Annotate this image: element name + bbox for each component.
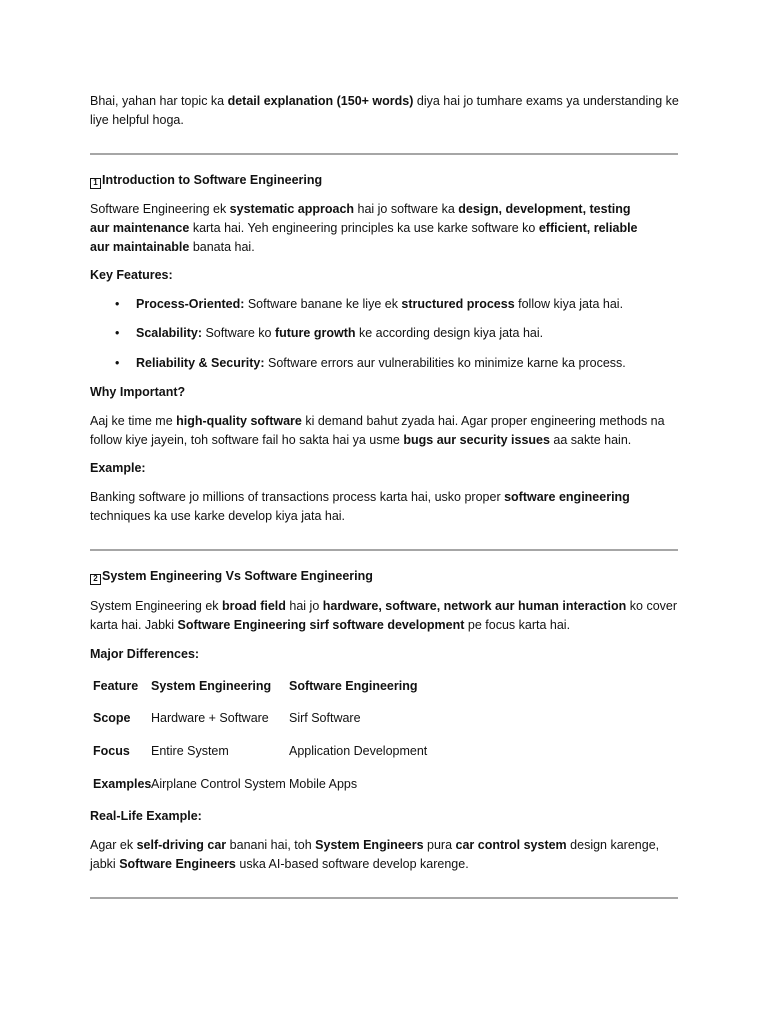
s2-text-4: pe focus karta hai. bbox=[464, 618, 571, 632]
table-cell: Scope bbox=[93, 711, 131, 725]
feature-end: ke according design kiya jata hai. bbox=[355, 326, 544, 340]
why-bold-2: bugs aur security issues bbox=[403, 433, 550, 447]
real-life-example-paragraph bbox=[90, 836, 680, 874]
example-paragraph bbox=[90, 488, 650, 526]
table-cell: Mobile Apps bbox=[289, 777, 358, 791]
section1-title: Introduction to Software Engineering bbox=[102, 173, 323, 187]
table-cell: Airplane Control System bbox=[151, 777, 286, 791]
s2-text-3: ko cover karta hai. Jabki bbox=[90, 599, 678, 632]
table-cell: Focus bbox=[93, 744, 130, 758]
intro-text: Bhai, yahan har topic ka bbox=[90, 94, 228, 108]
intro-text-end: diya hai jo tumhare exams ya understanding ke liye helpful hoga. bbox=[90, 94, 679, 127]
rl-bold-2: System Engineers bbox=[315, 838, 424, 852]
feature-bold: Process-Oriented: bbox=[136, 297, 245, 311]
s1-bold-2: design, development, testing aur maintenance bbox=[90, 202, 631, 235]
s1-text-1: Software Engineering ek bbox=[90, 202, 230, 216]
rl-text-1: Agar ek bbox=[90, 838, 137, 852]
real-life-example-label: Real-Life Example: bbox=[90, 809, 202, 823]
divider-1 bbox=[90, 153, 678, 155]
s1-text-3: karta hai. Yeh engineering principles ka use karke software ko bbox=[189, 221, 539, 235]
table-header: System Engineering bbox=[151, 679, 272, 693]
s1-text-4: banata hai. bbox=[189, 240, 255, 254]
table-header: Feature bbox=[93, 679, 139, 693]
section1-heading bbox=[90, 171, 690, 190]
key-features-label: Key Features: bbox=[90, 268, 173, 282]
example-text-2: techniques ka use karke develop kiya jata hai. bbox=[90, 509, 346, 523]
bullet-icon: • bbox=[115, 326, 120, 340]
rl-bold-1: self-driving car bbox=[136, 838, 227, 852]
s2-bold-3: Software Engineering sirf software development bbox=[177, 618, 465, 632]
feature-mid: Software banane ke liye ek bbox=[244, 297, 402, 311]
table-cell: Hardware + Software bbox=[151, 711, 269, 725]
s2-bold-2: hardware, software, network aur human interaction bbox=[322, 599, 627, 613]
feature-text bbox=[136, 295, 623, 314]
bullet-icon: • bbox=[115, 297, 120, 311]
rl-bold-4: Software Engineers bbox=[119, 857, 236, 871]
s1-bold-3: efficient, reliable aur maintainable bbox=[90, 221, 638, 254]
s2-text-2: hai jo bbox=[285, 599, 323, 613]
why-bold-1: high-quality software bbox=[176, 414, 302, 428]
s2-text-1: System Engineering ek bbox=[90, 599, 223, 613]
feature-end: follow kiya jata hai. bbox=[514, 297, 624, 311]
example-bold-1: software engineering bbox=[504, 490, 630, 504]
section2-paragraph bbox=[90, 597, 680, 635]
table-header: Software Engineering bbox=[289, 679, 418, 693]
why-important-paragraph bbox=[90, 412, 680, 450]
table-cell: Entire System bbox=[151, 744, 229, 758]
table-cell: Sirf Software bbox=[289, 711, 361, 725]
rl-text-4: design karenge, jabki bbox=[90, 838, 660, 871]
why-text-1: Aaj ke time me bbox=[90, 414, 177, 428]
s1-bold-1: systematic approach bbox=[229, 202, 355, 216]
feature-bold: Scalability: bbox=[136, 326, 202, 340]
section2-heading bbox=[90, 567, 690, 586]
rl-bold-3: car control system bbox=[455, 838, 567, 852]
rl-text-5: uska AI-based software develop karenge. bbox=[235, 857, 469, 871]
section2-number-badge: 2 bbox=[90, 574, 101, 585]
feature-text bbox=[136, 354, 626, 373]
intro-bold: detail explanation (150+ words) bbox=[227, 94, 414, 108]
divider-2 bbox=[90, 549, 678, 551]
example-text-1: Banking software jo millions of transactions process karta hai, usko proper bbox=[90, 490, 505, 504]
section1-paragraph bbox=[90, 200, 650, 257]
major-differences-label: Major Differences: bbox=[90, 647, 200, 661]
feature-bold2: structured process bbox=[401, 297, 515, 311]
example-label: Example: bbox=[90, 461, 146, 475]
feature-mid: Software errors aur vulnerabilities ko minimize karne ka process. bbox=[264, 356, 626, 370]
bullet-icon: • bbox=[115, 356, 120, 370]
table-cell: Examples bbox=[93, 777, 152, 791]
section1-number-badge: 1 bbox=[90, 178, 101, 189]
table-cell: Application Development bbox=[289, 744, 428, 758]
s2-bold-1: broad field bbox=[222, 599, 286, 613]
s1-text-2: hai jo software ka bbox=[354, 202, 459, 216]
feature-mid: Software ko bbox=[202, 326, 275, 340]
intro-paragraph bbox=[90, 92, 690, 130]
why-important-label: Why Important? bbox=[90, 385, 186, 399]
section2-title: System Engineering Vs Software Engineering bbox=[102, 569, 373, 583]
feature-text bbox=[136, 324, 543, 343]
why-text-2: ki demand bahut zyada hai. Agar proper engineering methods na follow kiye jayein, toh software fail ho sakta hai ya usme bbox=[90, 414, 665, 447]
rl-text-3: pura bbox=[423, 838, 456, 852]
rl-text-2: banani hai, toh bbox=[226, 838, 316, 852]
feature-bold2: future growth bbox=[274, 326, 356, 340]
feature-bold: Reliability & Security: bbox=[136, 356, 265, 370]
why-text-3: aa sakte hain. bbox=[549, 433, 632, 447]
divider-3 bbox=[90, 897, 678, 899]
